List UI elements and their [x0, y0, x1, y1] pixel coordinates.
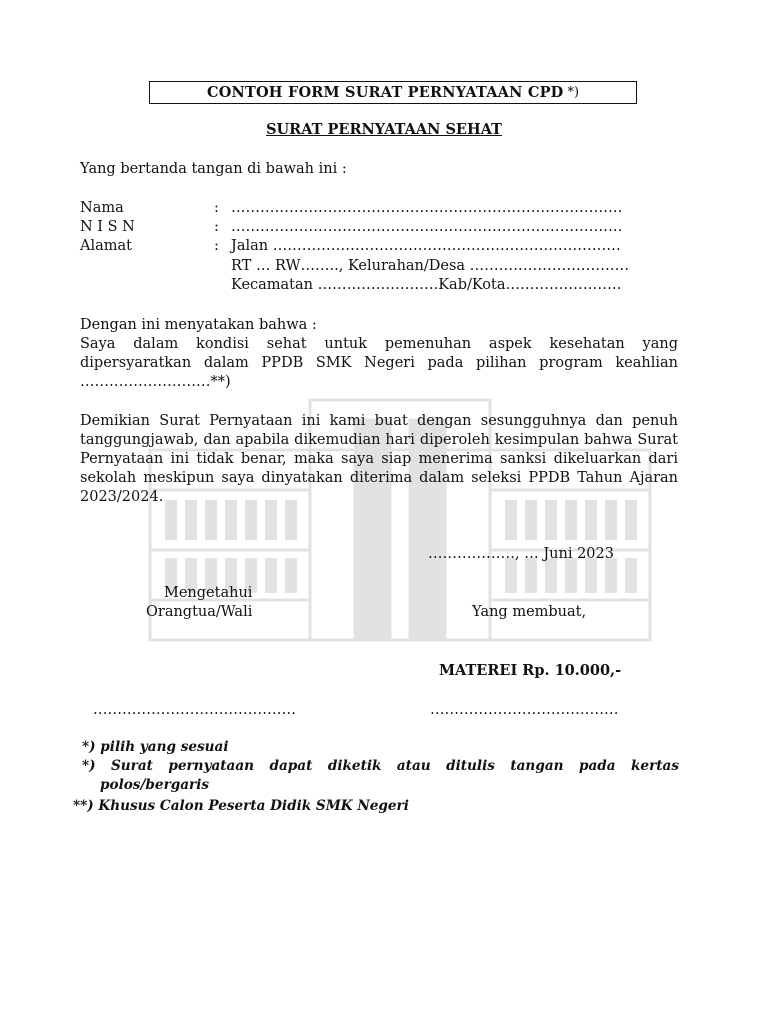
sign-right-blank: …………………………………: [430, 702, 619, 718]
materai-stamp-label: MATEREI Rp. 10.000,-: [439, 662, 622, 679]
field-colon: :: [214, 219, 219, 235]
field-colon: :: [214, 238, 219, 254]
form-title-box: [149, 81, 637, 104]
address-line-rt-rw: RT … RW…….., Kelurahan/Desa ……………………………: [231, 258, 630, 274]
sign-right-label: Yang membuat,: [472, 604, 587, 620]
sign-left-blank: ……………………………………: [93, 702, 296, 718]
footnote-3: **) Khusus Calon Peserta Didik SMK Negeri: [73, 798, 409, 814]
statement-body: Saya dalam kondisi sehat untuk pemenuhan aspek kesehatan yang dipersyaratkan dalam PPDB SMK Negeri pada pilihan program keahlian ………………………**): [80, 336, 678, 390]
field-label-nisn: N I S N: [80, 219, 135, 235]
footnote-2: *) Surat pernyataan dapat diketik atau ditulis tangan pada kertas polos/bergaris: [82, 758, 679, 793]
footnote-1: *) pilih yang sesuai: [82, 739, 229, 755]
form-title: CONTOH FORM SURAT PERNYATAAN CPD: [206, 84, 564, 101]
sign-left-line2: Orangtua/Wali: [146, 604, 253, 620]
sign-left-line1: Mengetahui: [164, 585, 253, 601]
closing-paragraph: Demikian Surat Pernyataan ini kami buat dengan sesungguhnya dan penuh tanggungjawab, dan apabila dikemudian hari diperoleh kesimpulan bahwa Surat Pernyataan ini tidak benar, maka saya siap menerima sanksi dikeluarkan dari sekolah meskipun saya dinyatakan diterima dalam seleksi PPDB Tahun Ajaran 2023/2024.: [80, 413, 678, 505]
field-value-nama: ………………………………………………………………………: [231, 200, 623, 216]
form-title-note: *): [567, 85, 580, 100]
place-date: ………………, … Juni 2023: [428, 546, 614, 562]
field-value-nisn: ………………………………………………………………………: [231, 219, 623, 235]
statement-lead: Dengan ini menyatakan bahwa :: [80, 317, 317, 333]
field-value-alamat: Jalan ………………………………………………………………: [231, 238, 621, 254]
intro-text: Yang bertanda tangan di bawah ini :: [80, 161, 347, 177]
document-subtitle: SURAT PERNYATAAN SEHAT: [266, 121, 502, 138]
field-label-nama: Nama: [80, 200, 124, 216]
field-colon: :: [214, 200, 219, 216]
address-line-kecamatan: Kecamatan …………………….Kab/Kota……………………: [231, 277, 622, 293]
field-label-alamat: Alamat: [80, 238, 132, 254]
